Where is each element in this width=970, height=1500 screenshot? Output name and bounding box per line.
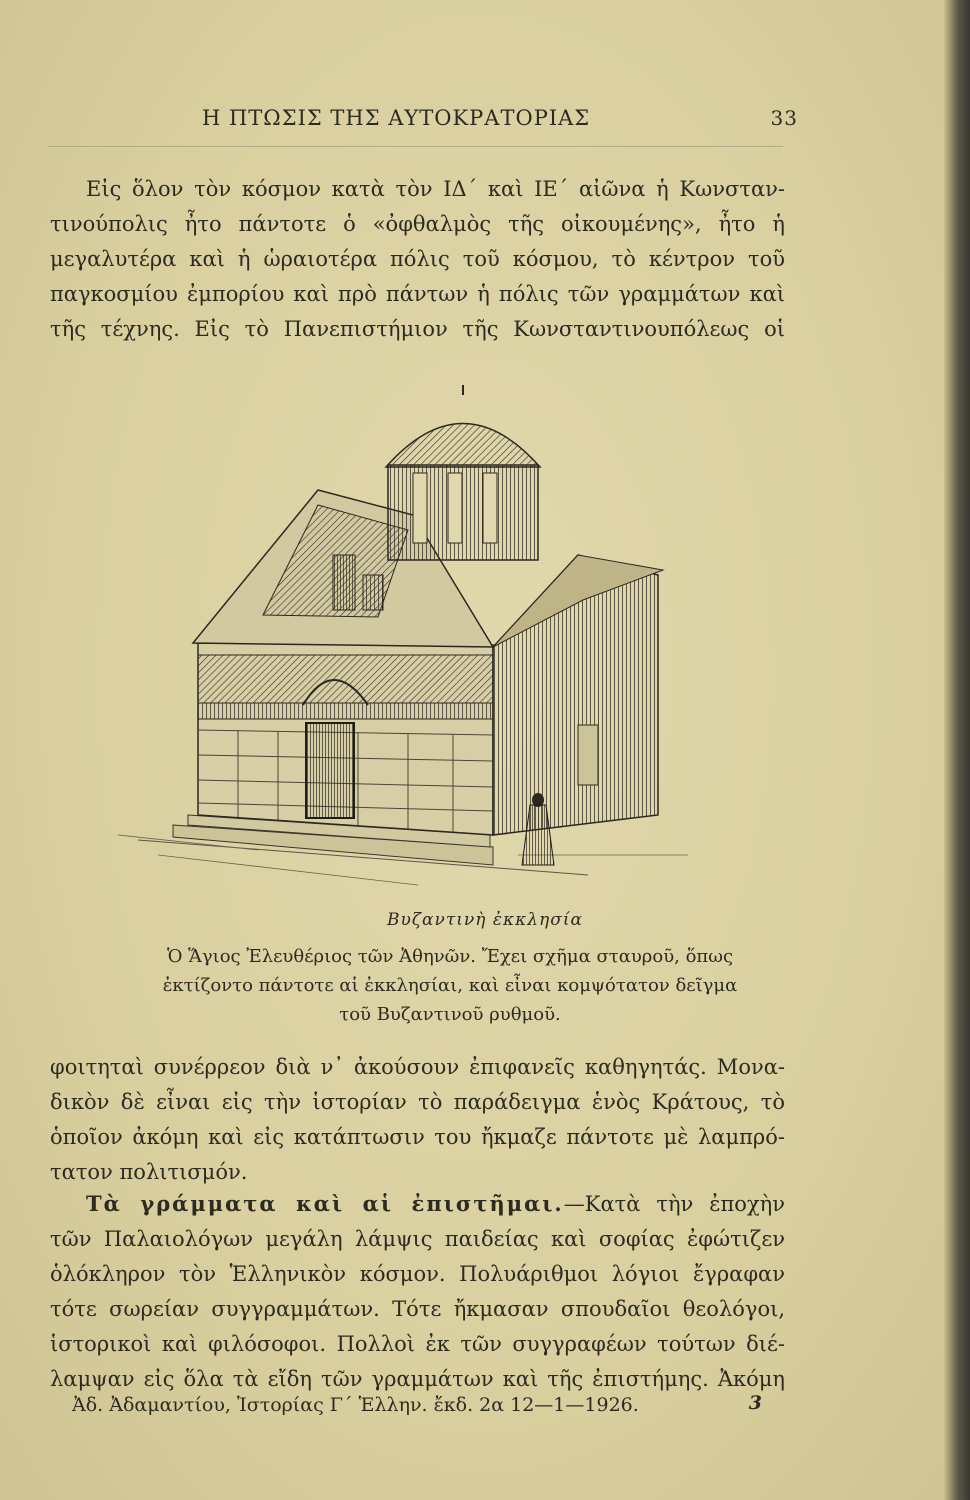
figure-caption-title: Βυζαντινὴ ἐκκλησία — [387, 910, 583, 930]
text-line: τῶν Παλαιολόγων μεγάλη λάμψις παιδείας καὶ σοφίας ἐφώτιζεν — [50, 1227, 785, 1251]
side-wall — [493, 555, 663, 835]
figure-caption — [110, 942, 790, 1029]
church-illustration — [118, 385, 703, 900]
dome — [386, 385, 540, 560]
text-line: ὁλόκληρον τὸν Ἑλληνικὸν κόσμον. Πολυάριθμοι λόγιοι ἔγραφαν — [50, 1262, 785, 1286]
text-line: τότε σωρείαν συγγραμμάτων. Τότε ἤκμασαν σπουδαῖοι θεολόγοι, — [50, 1297, 785, 1321]
source-citation: Ἀδ. Ἀδαμαντίου, Ἱστορίας Γ΄ Ἑλλην. ἔκδ. 2α 12—1—1926. — [72, 1394, 639, 1416]
signature-mark: 3 — [748, 1392, 762, 1414]
front-facade — [198, 643, 493, 835]
text-line: τινούπολις ἦτο πάντοτε ὁ «ὀφθαλμὸς τῆς οἰκουμένης», ἦτο ἡ — [50, 212, 785, 236]
text-line: ἱστορικοὶ καὶ φιλόσοφοι. Πολλοὶ ἐκ τῶν συγγραφέων τούτων διέ- — [50, 1332, 785, 1356]
text-line: ὁποῖον ἀκόμη καὶ εἰς κατάπτωσιν του ἤκμαζε πάντοτε μὲ λαμπρό- — [50, 1125, 785, 1149]
text-line: τατον πολιτισμόν. — [50, 1160, 248, 1184]
text-line: Εἰς ὅλον τὸν κόσμον κατὰ τὸν ΙΔ΄ καὶ ΙΕ΄ αἰῶνα ἡ Κωνσταν- — [86, 177, 785, 201]
text-line: λαμψαν εἰς ὅλα τὰ εἴδη τῶν γραμμάτων καὶ τῆς ἐπιστήμης. Ἀκόμη — [50, 1367, 785, 1391]
paragraph-intro — [50, 172, 785, 347]
lead-rest: —Κατὰ τὴν ἐποχὴν — [563, 1192, 786, 1216]
paragraph-letters — [50, 1186, 785, 1397]
page-number: 33 — [770, 106, 798, 130]
paragraph-students — [50, 1050, 785, 1190]
text-line: φοιτηταὶ συνέρρεον διὰ ν᾿ ἀκούσουν ἐπιφανεῖς καθηγητάς. Μονα- — [50, 1055, 785, 1079]
text-line: παγκοσμίου ἐμπορίου καὶ πρὸ πάντων ἡ πόλις τῶν γραμμάτων καὶ — [50, 282, 785, 306]
book-edge — [944, 0, 970, 1500]
caption-line: ἐκτίζοντο πάντοτε αἱ ἐκκλησίαι, καὶ εἶναι κομψότατον δεῖγμα — [162, 975, 738, 996]
caption-line: τοῦ Βυζαντινοῦ ρυθμοῦ. — [339, 1004, 561, 1025]
text-line: τῆς τέχνης. Εἰς τὸ Πανεπιστήμιον τῆς Κωνσταντινουπόλεως οἱ — [50, 317, 785, 341]
section-heading: Τὰ γράμματα καὶ αἱ ἐπιστῆμαι. — [86, 1191, 564, 1216]
running-title: Η ΠΤΩΣΙΣ ΤΗΣ ΑΥΤΟΚΡΑΤΟΡΙΑΣ — [202, 106, 591, 130]
caption-line: Ὁ Ἅγιος Ἐλευθέριος τῶν Ἀθηνῶν. Ἔχει σχῆμα σταυροῦ, ὅπως — [166, 946, 734, 967]
text-line-lead — [50, 1186, 785, 1222]
text-line: δικὸν δὲ εἶναι εἰς τὴν ἱστορίαν τὸ παράδειγμα ἑνὸς Κράτους, τὸ — [50, 1090, 785, 1114]
page-footer — [72, 1394, 792, 1424]
text-line: μεγαλυτέρα καὶ ἡ ὡραιοτέρα πόλις τοῦ κόσμου, τὸ κέντρον τοῦ — [50, 247, 785, 271]
header-rule — [48, 146, 783, 147]
page-header — [90, 106, 798, 140]
